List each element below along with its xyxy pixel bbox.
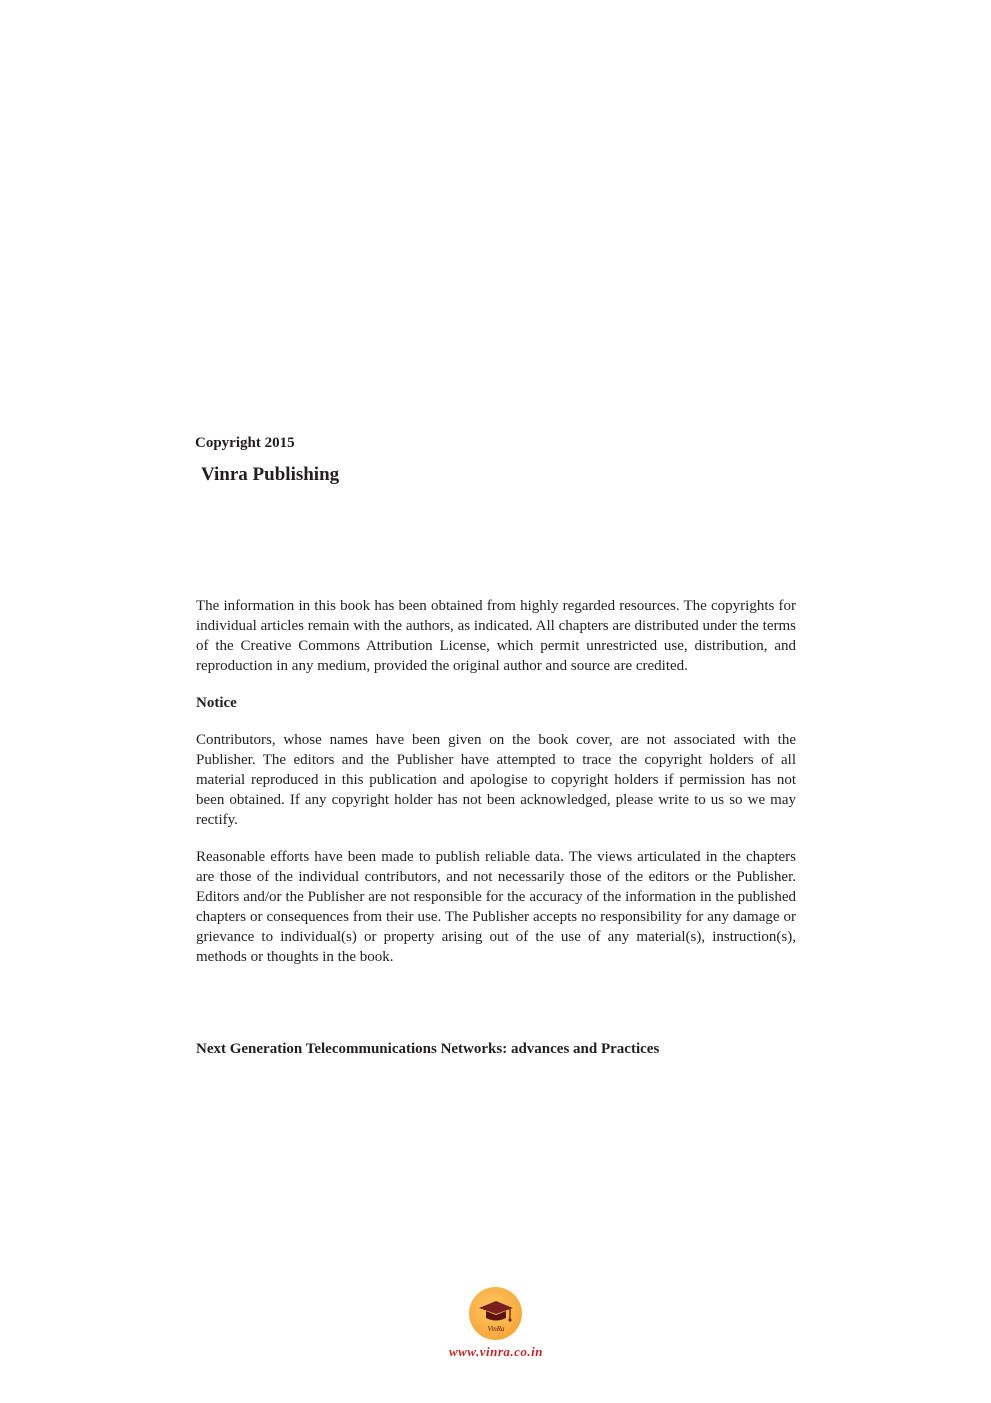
- graduation-cap-icon: [469, 1287, 522, 1340]
- book-title: Next Generation Telecommunications Networks: advances and Practices: [196, 1041, 660, 1057]
- publisher-name: Vinra Publishing: [201, 464, 340, 485]
- copyright-notice-body: [196, 596, 796, 984]
- website-url[interactable]: www.vinra.co.in: [448, 1344, 544, 1359]
- logo-text: VinRa: [487, 1325, 505, 1333]
- notice-heading: Notice: [196, 695, 237, 711]
- license-paragraph: The information in this book has been obtained from highly regarded resources. The copyrights for individual articles remain with the authors, as indicated. All chapters are distributed under the terms of the Creative Commons Attribution License, which permit unrestricted use, distribution, and reproduction in any medium, provided the original author and source are credited.: [196, 598, 796, 674]
- publisher-logo: [469, 1287, 522, 1340]
- contributors-paragraph: Contributors, whose names have been given on the book cover, are not associated with the Publisher. The editors and the Publisher have attempted to trace the copyright holders of all material reproduced in this publication and apologise to copyright holders if permission has not been obtained. If any copyright holder has not been acknowledged, please write to us so we may rectify.: [196, 732, 796, 828]
- copyright-year: Copyright 2015: [195, 435, 295, 451]
- disclaimer-paragraph: Reasonable efforts have been made to publish reliable data. The views articulated in the chapters are those of the individual contributors, and not necessarily those of the editors or the Publisher. Editors and/or the Publisher are not responsible for the accuracy of the information in the published chapters or consequences from their use. The Publisher accepts no responsibility for any damage or grievance to individual(s) or property arising out of the use of any material(s), instruction(s), methods or thoughts in the book.: [196, 849, 796, 965]
